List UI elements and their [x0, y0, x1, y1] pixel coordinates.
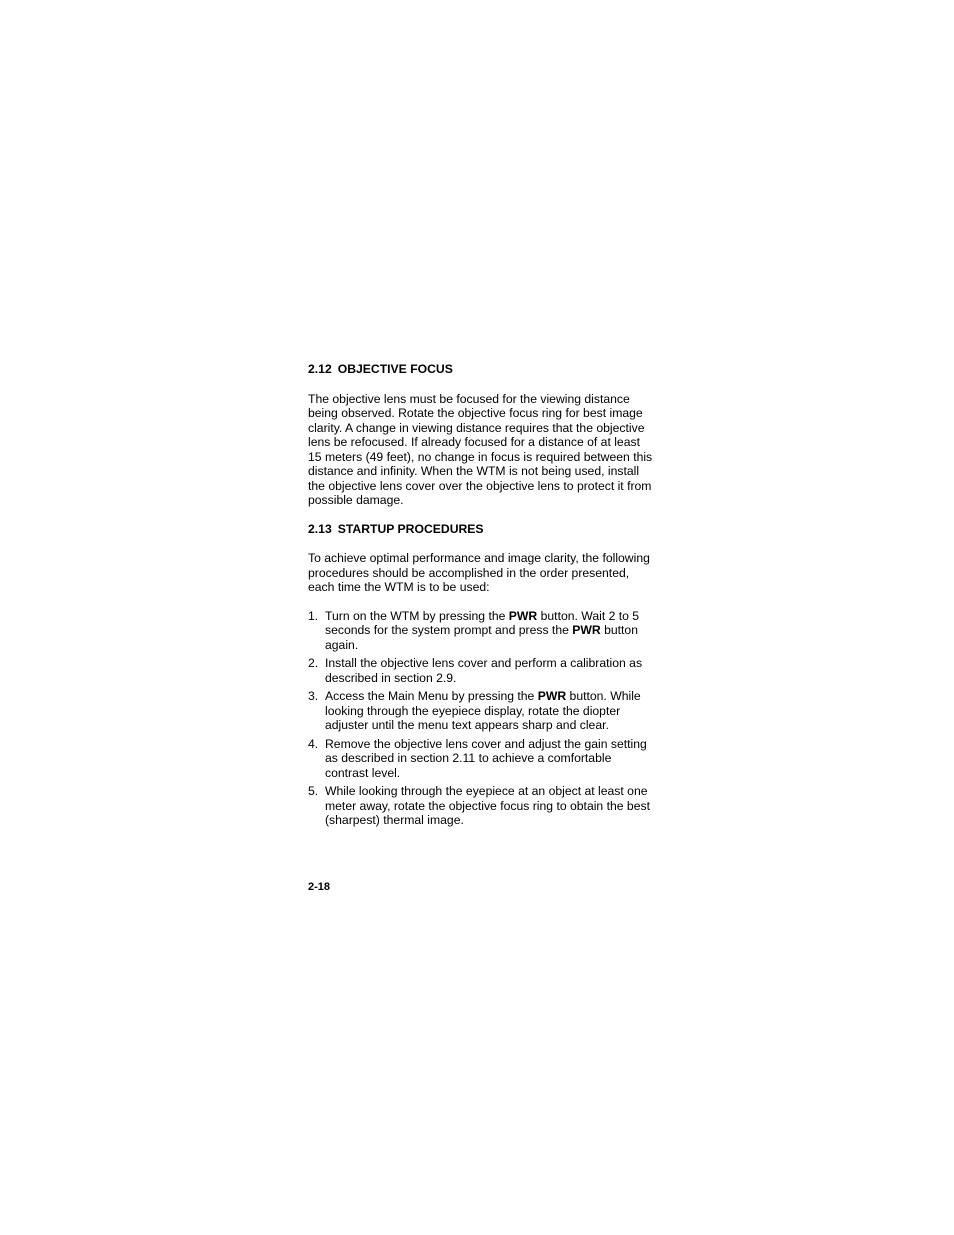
list-marker: 5. [308, 784, 319, 798]
section-title: STARTUP PROCEDURES [337, 521, 484, 536]
list-marker: 2. [308, 656, 319, 670]
objective-focus-paragraph: The objective lens must be focused for the viewing distance being observed. Rotate the objective focus ring for best image clarity. A change in viewing distance requires that the objective lens be refocused. If already focused for a distance of at least 15 meters (49 feet), no change in focus is required between this distance and infinity. When the WTM is not being used, install the objective lens cover over the objective lens to protect it from possible damage. [308, 391, 653, 507]
page-content [308, 362, 654, 832]
startup-steps-list [308, 609, 654, 828]
list-marker: 3. [308, 689, 319, 703]
step-text: Install the objective lens cover and perform a calibration as described in section 2.9. [325, 656, 643, 685]
list-item-step-2 [308, 656, 654, 685]
list-item-step-3 [308, 689, 654, 733]
step-text: button. While looking through the eyepiece display, rotate the diopter adjuster until the menu text appears sharp and clear. [325, 689, 641, 732]
list-marker: 4. [308, 736, 319, 751]
step-text: While looking through the eyepiece at an object at least one meter away, rotate the objective focus ring to obtain the best (sharpest) thermal image. [325, 784, 650, 827]
step-text: Access the Main Menu by pressing the [325, 689, 538, 703]
list-item-step-5 [308, 784, 654, 828]
pwr-button-label: PWR [572, 623, 601, 637]
list-marker: 1. [308, 608, 319, 623]
section-heading-objective-focus [308, 362, 654, 377]
list-item-step-4 [308, 737, 654, 781]
pwr-button-label: PWR [537, 689, 567, 703]
step-text: Remove the objective lens cover and adjust the gain setting as described in section 2.11 to achieve a comfortable contrast level. [325, 736, 647, 780]
startup-intro-paragraph: To achieve optimal performance and image clarity, the following procedures should be accomplished in the order presented, each time the WTM is to be used: [308, 551, 650, 594]
step-text: button. Wait 2 to 5 seconds for the system prompt and press the [325, 608, 640, 637]
section-title: OBJECTIVE FOCUS [337, 362, 453, 376]
step-text: button again. [325, 623, 638, 652]
list-item-step-1 [308, 609, 654, 653]
page-number: 2-18 [308, 881, 331, 893]
section-number: 2.12 [308, 362, 332, 376]
section-heading-startup-procedures [308, 522, 654, 537]
step-text: Turn on the WTM by pressing the [325, 608, 509, 623]
section-number: 2.13 [308, 521, 332, 536]
pwr-button-label: PWR [508, 608, 538, 623]
